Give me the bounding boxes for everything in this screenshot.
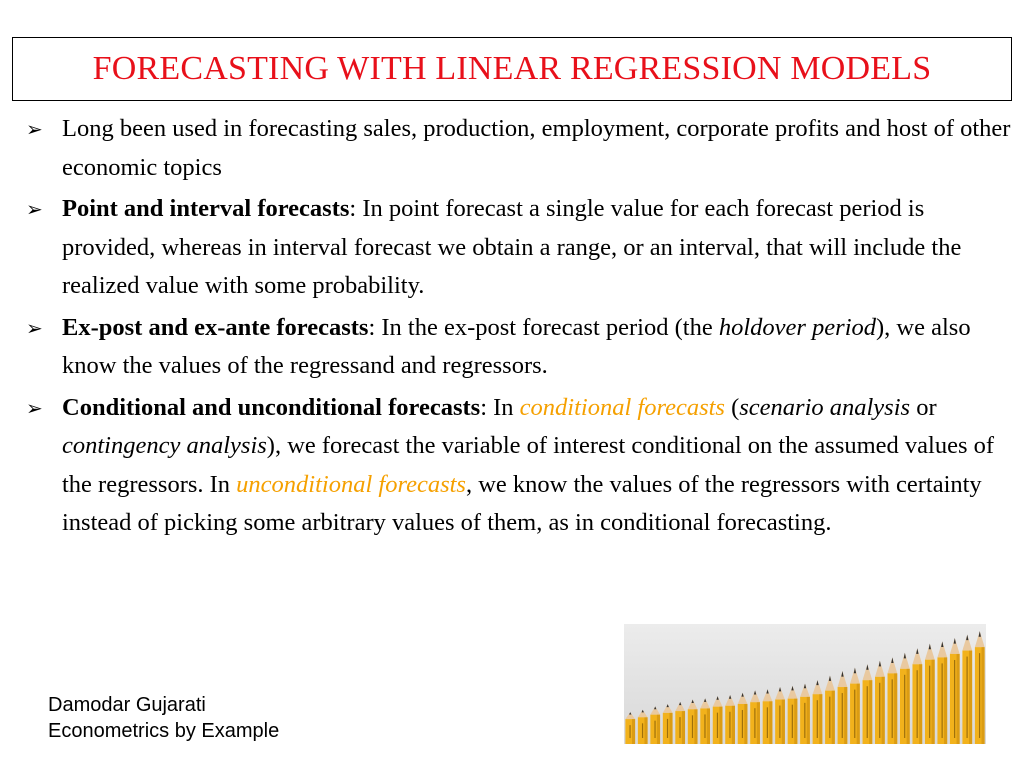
footer bbox=[48, 692, 279, 744]
pencil-mark bbox=[925, 644, 935, 744]
bullet-text: Long been used in forecasting sales, production, employment, corporate profits and host of other economic topics bbox=[62, 115, 1011, 181]
footer-book: Econometrics by Example bbox=[48, 720, 280, 742]
bullet-italic-term: contingency analysis bbox=[62, 432, 267, 459]
pencil-mark bbox=[700, 698, 710, 744]
pencil-mark bbox=[750, 690, 760, 744]
bullet-item bbox=[24, 389, 1014, 543]
bullet-text: ), we forecast the variable of interest conditional on the assumed values of the regressors. In bbox=[62, 432, 995, 498]
pencil-mark bbox=[788, 686, 798, 744]
bullet-heading: Conditional and unconditional forecasts bbox=[62, 393, 481, 421]
arrow-bullet-icon: ➢ bbox=[26, 197, 43, 221]
pencil-mark bbox=[950, 638, 960, 744]
pencil-mark bbox=[650, 706, 660, 744]
pencil-mark bbox=[962, 635, 972, 744]
pencil-mark bbox=[638, 710, 648, 744]
title-box bbox=[12, 37, 1012, 101]
emphasis-term: unconditional forecasts bbox=[236, 470, 466, 498]
pencil-mark bbox=[713, 696, 723, 744]
pencil-mark bbox=[900, 653, 910, 744]
pencil-mark bbox=[813, 680, 823, 744]
pencil-mark bbox=[912, 648, 922, 744]
pencil-mark bbox=[738, 693, 748, 744]
pencil-mark bbox=[688, 700, 698, 744]
bullet-text: : In bbox=[480, 393, 520, 421]
pencil-mark bbox=[775, 687, 785, 744]
bullet-italic-term: holdover period bbox=[718, 313, 877, 341]
pencil-mark bbox=[975, 631, 985, 744]
pencil-mark bbox=[725, 695, 735, 744]
bullet-item bbox=[24, 309, 1014, 386]
pencil-mark bbox=[800, 684, 810, 744]
arrow-bullet-icon: ➢ bbox=[26, 395, 43, 420]
pencil-mark bbox=[838, 671, 848, 744]
pencil-mark bbox=[825, 676, 835, 744]
bullet-text: : In point forecast a single value for each forecast period is provided, whereas in interval forecast we obtain a range, or an interval, that will include the realized value with some probability. bbox=[62, 195, 962, 299]
footer-author: Damodar Gujarati bbox=[48, 694, 206, 716]
bullet-heading: Point and interval forecasts bbox=[62, 195, 350, 222]
bullet-text: ), we also know the values of the regressand and regressors. bbox=[62, 313, 971, 379]
pencil-mark bbox=[625, 712, 635, 744]
bullet-text: : In the ex-post forecast period (the bbox=[368, 313, 719, 341]
pencil-mark bbox=[863, 664, 873, 744]
arrow-bullet-icon: ➢ bbox=[26, 315, 43, 340]
bullet-list bbox=[24, 110, 1014, 546]
pencil-mark bbox=[937, 641, 947, 744]
pencil-mark bbox=[663, 704, 673, 744]
bullet-item bbox=[24, 110, 1014, 187]
pencil-mark bbox=[675, 702, 685, 744]
pencil-chart-image bbox=[624, 624, 986, 744]
pencil-mark bbox=[850, 668, 860, 744]
pencil-mark bbox=[888, 657, 898, 744]
bullet-text: ( bbox=[724, 393, 740, 421]
bullet-item bbox=[24, 190, 1014, 306]
emphasis-term: conditional forecasts bbox=[519, 393, 725, 421]
bullet-text: or bbox=[910, 393, 937, 421]
bullet-text: , we know the values of the regressors with certainty instead of picking some arbitrary values of them, as in conditional forecasting. bbox=[62, 470, 982, 536]
pencil-mark bbox=[763, 689, 773, 744]
bullet-heading: Ex-post and ex-ante forecasts bbox=[62, 313, 369, 341]
slide-title: FORECASTING WITH LINEAR REGRESSION MODELS bbox=[92, 50, 932, 87]
pencil-mark bbox=[875, 661, 885, 744]
pencil-illustration bbox=[624, 624, 986, 744]
arrow-bullet-icon: ➢ bbox=[26, 117, 43, 141]
bullet-italic-term: scenario analysis bbox=[739, 393, 911, 421]
